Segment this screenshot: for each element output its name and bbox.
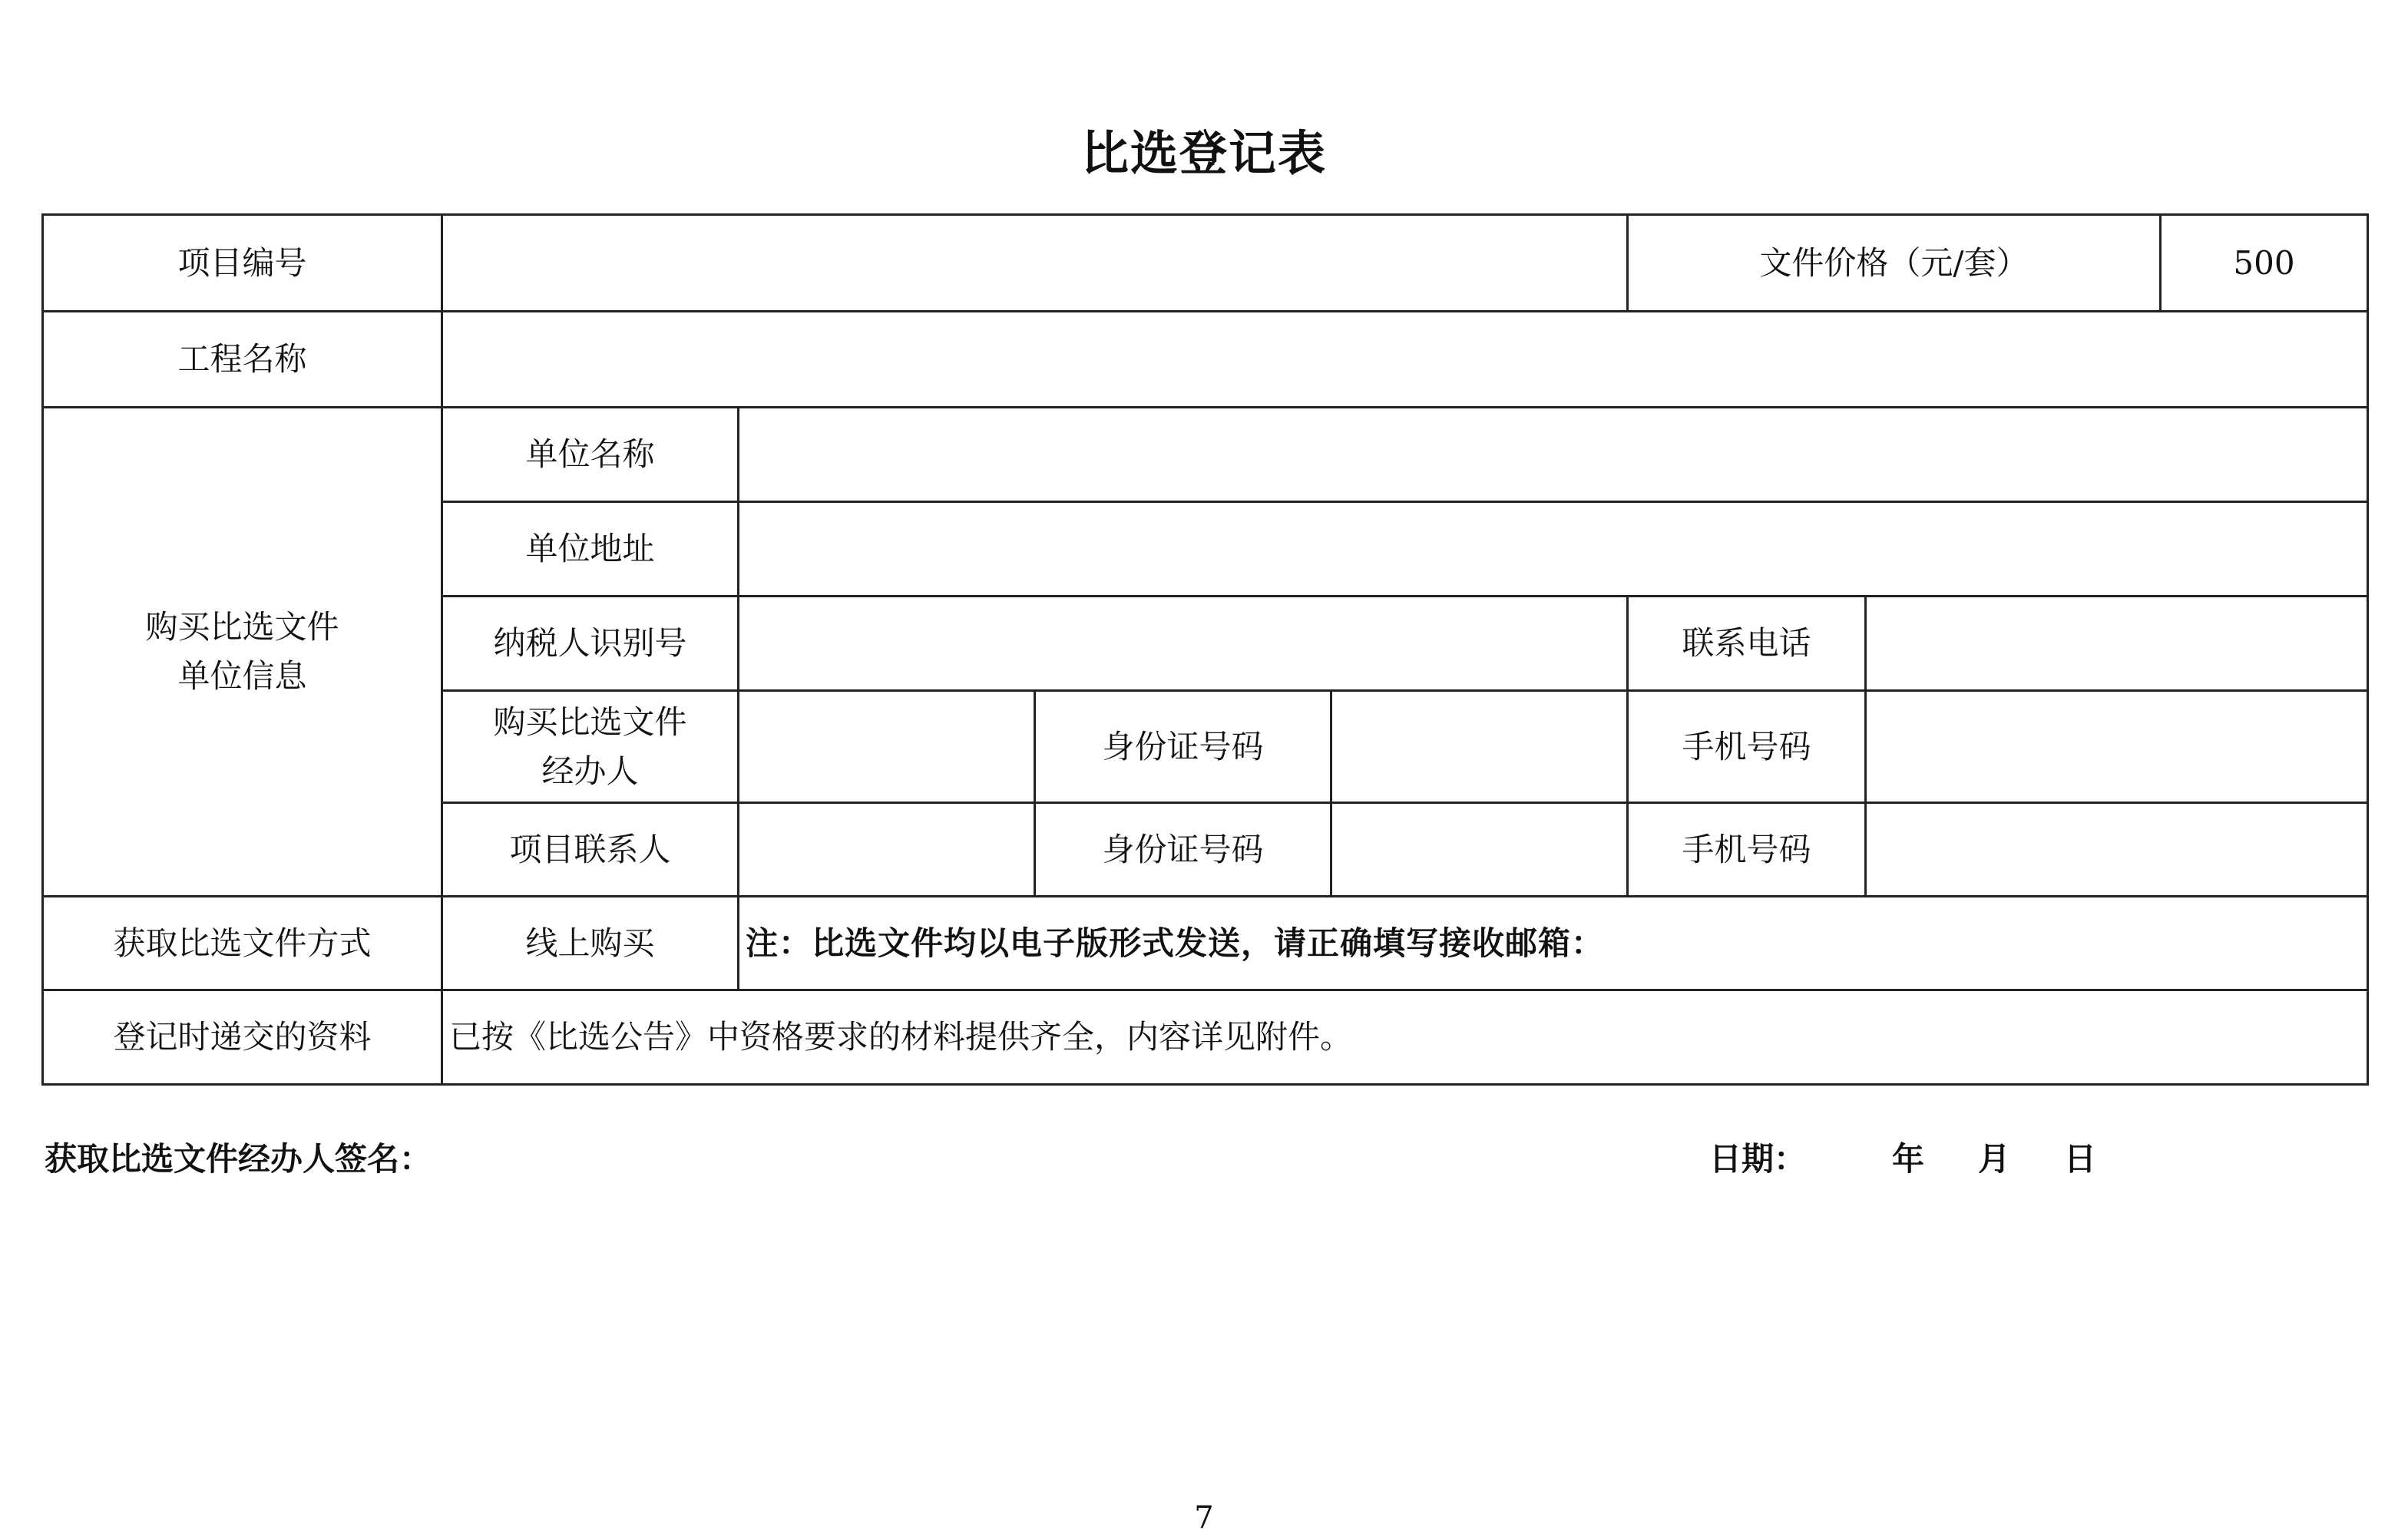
contact-phone-label: 联系电话 [1628,597,1866,691]
handler-label-line2: 经办人 [541,752,639,790]
acquire-method-value: 线上购买 [442,897,739,990]
contact-phone-field[interactable] [1866,597,2368,691]
project-name-label: 工程名称 [43,312,442,408]
signature-label: 获取比选文件经办人签名： [45,1140,432,1178]
unit-address-label: 单位地址 [442,502,739,597]
acquire-method-label: 获取比选文件方式 [43,897,442,990]
handler-label-line1: 购买比选文件 [493,702,687,741]
row-unit-name [43,408,2368,502]
handler-label [442,691,739,803]
submitted-docs-label: 登记时递交的资料 [43,990,442,1085]
taxpayer-id-label: 纳税人识别号 [442,597,739,691]
handler-mobile-label: 手机号码 [1628,691,1866,803]
registration-form-table [41,213,2369,1086]
buyer-section-label-line1: 购买比选文件 [145,608,339,646]
project-name-field[interactable] [442,312,2368,408]
date-day-label: 日 [2064,1140,2097,1178]
row-project-code [43,215,2368,312]
project-contact-mobile-label: 手机号码 [1628,803,1866,897]
submitted-docs-value: 已按《比选公告》中资格要求的材料提供齐全，内容详见附件。 [442,990,2368,1085]
project-contact-label: 项目联系人 [442,803,739,897]
page-title: 比选登记表 [1080,125,1327,181]
row-project-name [43,312,2368,408]
handler-id-label: 身份证号码 [1035,691,1331,803]
taxpayer-id-field[interactable] [739,597,1628,691]
project-contact-mobile-field[interactable] [1866,803,2368,897]
page-number: 7 [1194,1500,1214,1535]
project-contact-id-field[interactable] [1331,803,1628,897]
file-price-value: 500 [2161,215,2368,312]
date-year-label: 年 [1892,1140,1925,1178]
row-submitted-docs [43,990,2368,1085]
file-price-label: 文件价格（元/套） [1628,215,2161,312]
date-month-label: 月 [1978,1140,2011,1178]
row-acquire-method [43,897,2368,990]
handler-mobile-field[interactable] [1866,691,2368,803]
unit-name-field[interactable] [739,408,2368,502]
project-code-field[interactable] [442,215,1628,312]
handler-name-field[interactable] [739,691,1035,803]
project-contact-field[interactable] [739,803,1035,897]
project-code-label: 项目编号 [43,215,442,312]
date-label: 日期： [1709,1140,1807,1178]
buyer-section-label [43,408,442,897]
handler-id-field[interactable] [1331,691,1628,803]
unit-name-label: 单位名称 [442,408,739,502]
project-contact-id-label: 身份证号码 [1035,803,1331,897]
acquire-note: 注：比选文件均以电子版形式发送，请正确填写接收邮箱： [746,924,1605,962]
unit-address-field[interactable] [739,502,2368,597]
buyer-section-label-line2: 单位信息 [177,657,307,695]
acquire-note-cell[interactable] [739,897,2368,990]
